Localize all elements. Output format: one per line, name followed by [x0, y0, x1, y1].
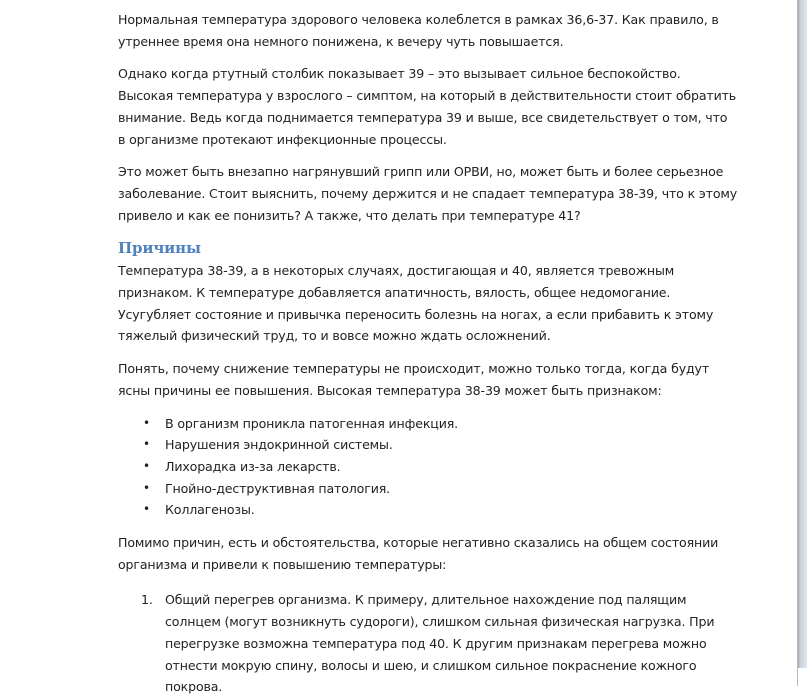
list-item-text: Коллагенозы.: [165, 502, 255, 518]
bullet-list: [118, 413, 738, 522]
list-item: [118, 478, 738, 500]
paragraph: Понять, почему снижение температуры не происходит, можно только тогда, когда будут ясны причины ее повышения. Высокая температура 38-39 может быть признаком:: [118, 361, 710, 398]
numbered-item-text: Общий перегрев организма. К примеру, длительное нахождение под палящим солнцем (могут возникнуть судороги), слишком сильная физическая нагрузка. При перегрузке возможна температура под 40. К другим признакам перегрева можно отнести мокрую спину, волосы и шею, и слишком сильное покраснение кожного покрова.: [165, 592, 715, 695]
list-item-text: Лихорадка из-за лекарств.: [165, 458, 341, 474]
bullet-icon: •: [143, 458, 150, 473]
bullet-icon: •: [143, 437, 150, 452]
paragraph: Это может быть внезапно нагрянувший грипп или ОРВИ, но, может быть и более серьезное заболевание. Стоит выяснить, почему держится и не спадает температура 38-39, что к этому привело и как ее понизить? А также, что делать при температуре 41?: [118, 164, 738, 223]
document-body: [118, 9, 738, 698]
list-item-text: В организм проникла патогенная инфекция.: [165, 415, 459, 431]
section-heading: Причины: [118, 239, 201, 258]
paragraph: Температура 38-39, а в некоторых случаях, достигающая и 40, является тревожным признаком. К температуре добавляется апатичность, вялость, общее недомогание. Усугубляет состояние и привычка переносить болезнь на ногах, а если прибавить к этому тяжелый физический труд, то и вовсе можно ждать осложнений.: [118, 263, 714, 344]
bullet-icon: •: [143, 415, 150, 430]
paragraph: Нормальная температура здорового человека колеблется в рамках 36,6-37. Как правило, в утреннее время она немного понижена, к вечеру чуть повышается.: [118, 12, 719, 49]
list-item: [118, 413, 738, 435]
paragraph: Помимо причин, есть и обстоятельства, которые негативно сказались на общем состоянии организма и привели к повышению температуры:: [118, 535, 719, 572]
numbered-list: [118, 589, 738, 698]
item-number: 1.: [141, 592, 153, 608]
bullet-icon: •: [143, 502, 150, 517]
list-item: [118, 499, 738, 521]
list-item: [118, 456, 738, 478]
page-shadow: [798, 0, 807, 668]
list-item: [118, 434, 738, 456]
list-item-text: Гнойно-деструктивная патология.: [165, 480, 391, 496]
bullet-icon: •: [143, 480, 150, 495]
paragraph: Однако когда ртутный столбик показывает 39 – это вызывает сильное беспокойство. Высокая температура у взрослого – симптом, на который в действительности стоит обратить внимание. Ведь когда поднимается температура 39 и выше, все свидетельствует о том, что в организме протекают инфекционные процессы.: [118, 66, 737, 147]
list-item-text: Нарушения эндокринной системы.: [165, 437, 393, 453]
numbered-item: [118, 589, 738, 698]
